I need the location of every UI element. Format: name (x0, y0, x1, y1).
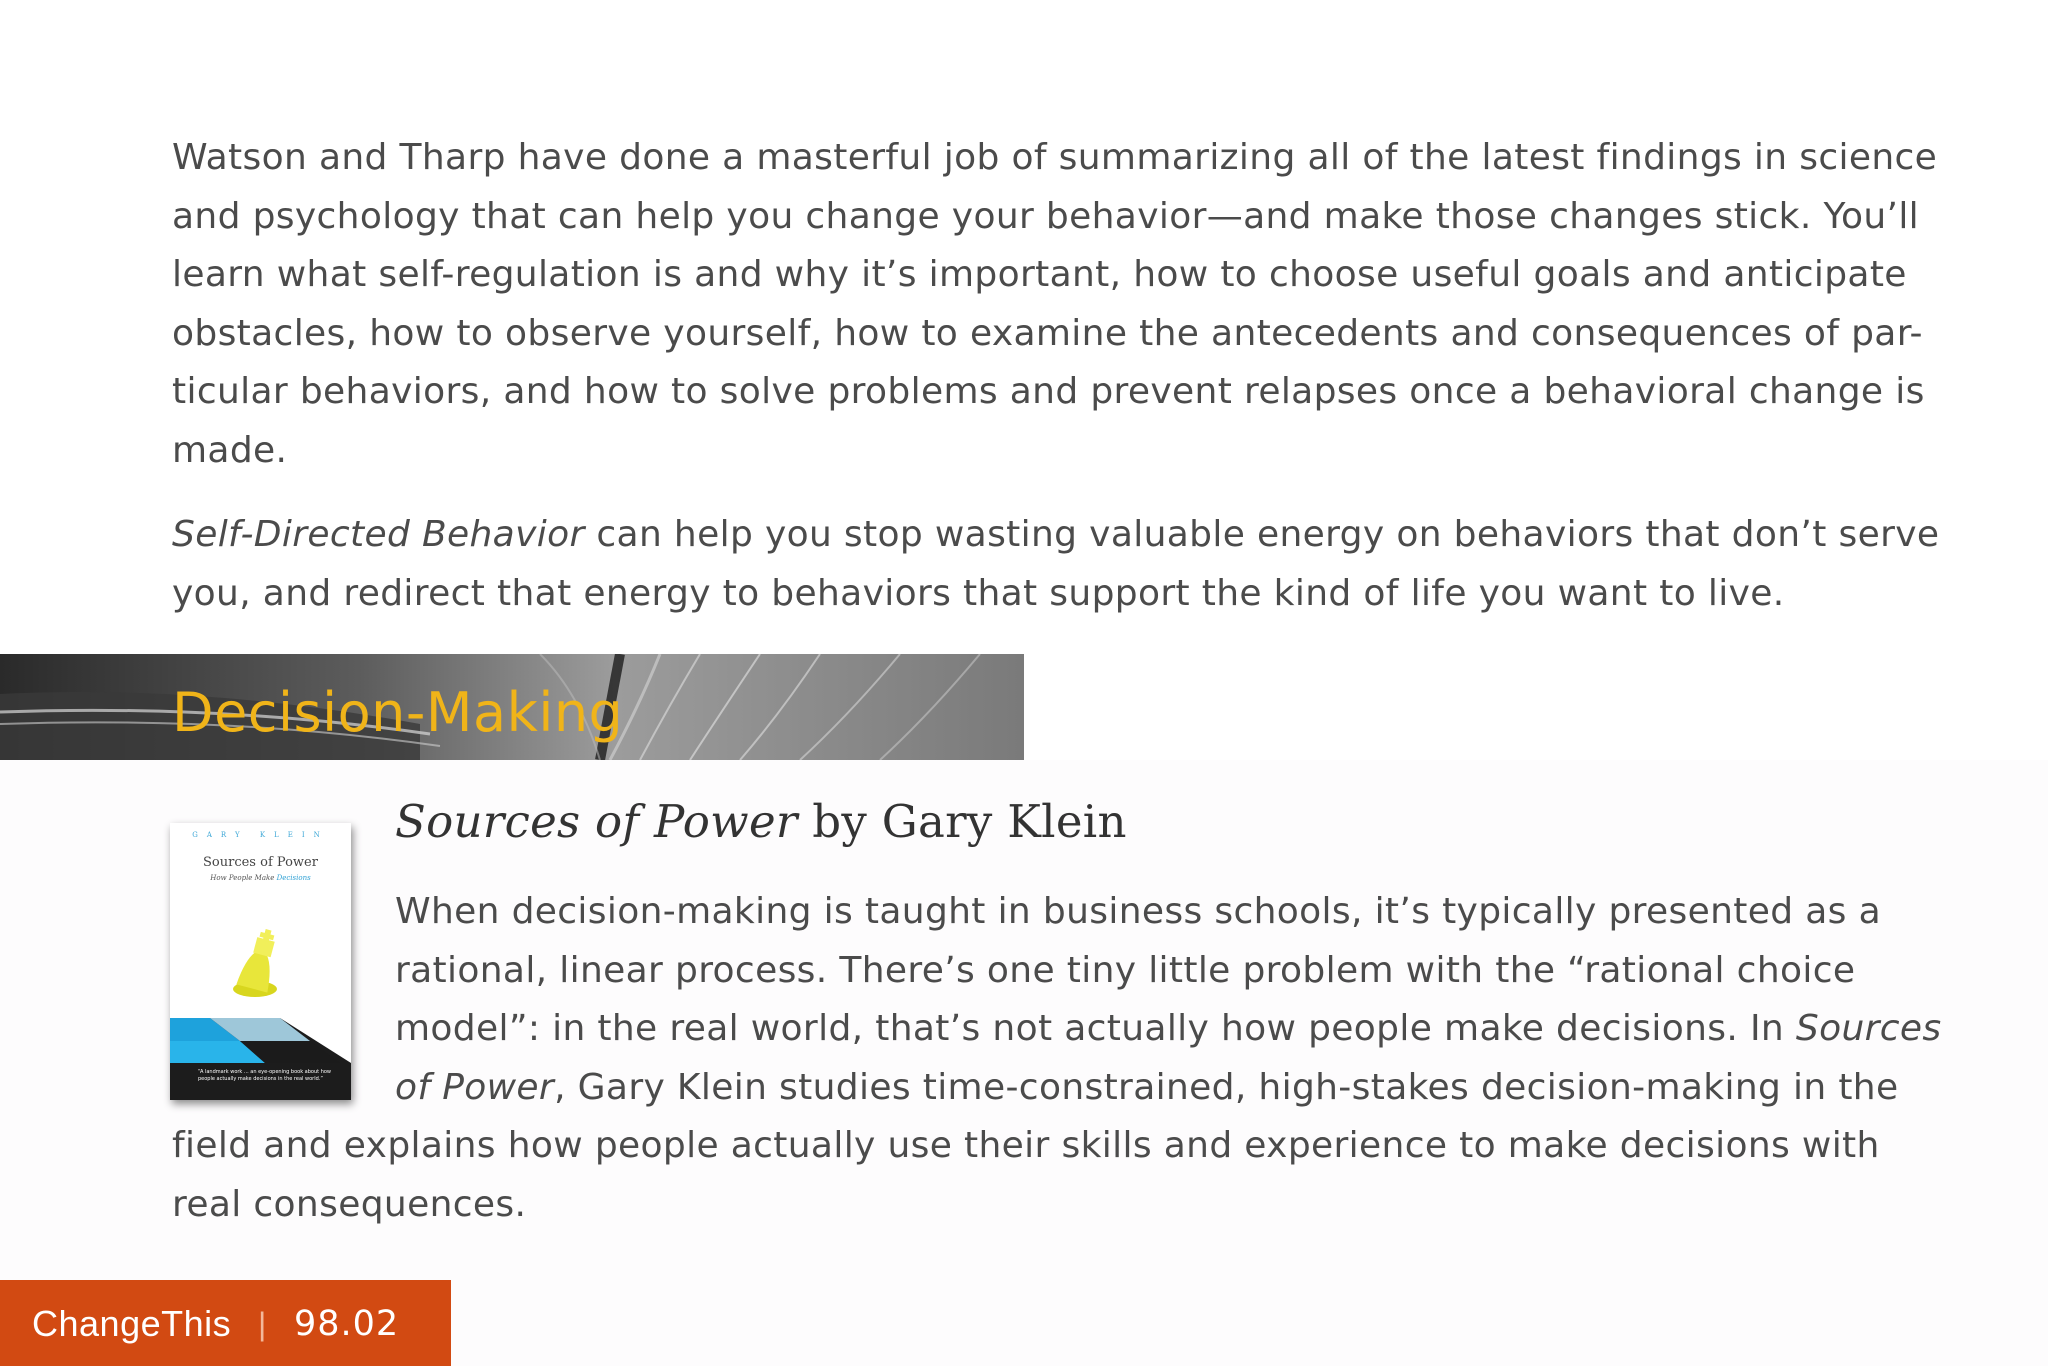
section-title: Decision-Making (172, 681, 624, 744)
cover-author: GARY KLEIN (192, 831, 329, 839)
text-fragment: , Gary Klein studies time-constrained, high-stakes decision-making in the (554, 1066, 1899, 1108)
cover-title: Sources of Power (203, 855, 318, 870)
footer-issue-number: 98.02 (294, 1304, 400, 1344)
book-description-paragraph (172, 883, 1942, 1235)
text-line: field and explains how people actually use their skills and experience to make decisions with (172, 1125, 1880, 1167)
text-line: When decision-making is taught in business schools, it’s typically presented as a (395, 891, 1881, 932)
book-author: by Gary Klein (797, 795, 1127, 848)
book-heading (395, 790, 1127, 854)
text-fragment: model”: in the real world, that’s not actually how people make decisions. In (395, 1008, 1796, 1050)
footer-separator: | (258, 1306, 267, 1342)
book-title-italic: Self-Directed Behavior (172, 514, 585, 555)
cover-subtitle-start: How People Make (210, 874, 277, 882)
text-line: learn what self-regulation is and why it’s important, how to choose useful goals and anticipate (172, 254, 1907, 296)
book-title: Sources of Power (395, 795, 798, 848)
text-line: Watson and Tharp have done a masterful job of summarizing all of the latest findings in science (172, 137, 1938, 178)
text-line: made. (172, 429, 288, 471)
cover-blurb: “A landmark work ... an eye-opening book about how people actually make decisions in the real world.” (198, 1069, 332, 1082)
text-line: and psychology that can help you change your behavior—and make those changes stick. You’ll (172, 195, 1920, 237)
text-line (172, 506, 1940, 565)
text-line: rational, linear process. There’s one tiny little problem with the “rational choice (395, 949, 1856, 991)
footer-brand: ChangeThis (32, 1303, 232, 1344)
text-line: obstacles, how to observe yourself, how to examine the antecedents and consequences of par- (172, 312, 1923, 354)
review-summary-paragraph (172, 506, 1940, 623)
footer-issue-tag (0, 1280, 451, 1366)
review-intro-paragraph (172, 129, 1938, 481)
cover-subtitle-end: Decisions (276, 874, 311, 882)
cover-subtitle (170, 874, 351, 882)
book-title-italic: Sources (1795, 1008, 1942, 1050)
book-title-italic: of Power (395, 1066, 555, 1108)
text-line (172, 1059, 1899, 1118)
text-line (172, 1000, 1942, 1059)
text-line: ticular behaviors, and how to solve problems and prevent relapses once a behavioral change is (172, 371, 1925, 413)
text-line: real consequences. (172, 1183, 527, 1225)
text-fragment: can help you stop wasting valuable energy on behaviors that don’t serve (584, 514, 1940, 555)
text-line: you, and redirect that energy to behaviors that support the kind of life you want to live. (172, 572, 1785, 614)
